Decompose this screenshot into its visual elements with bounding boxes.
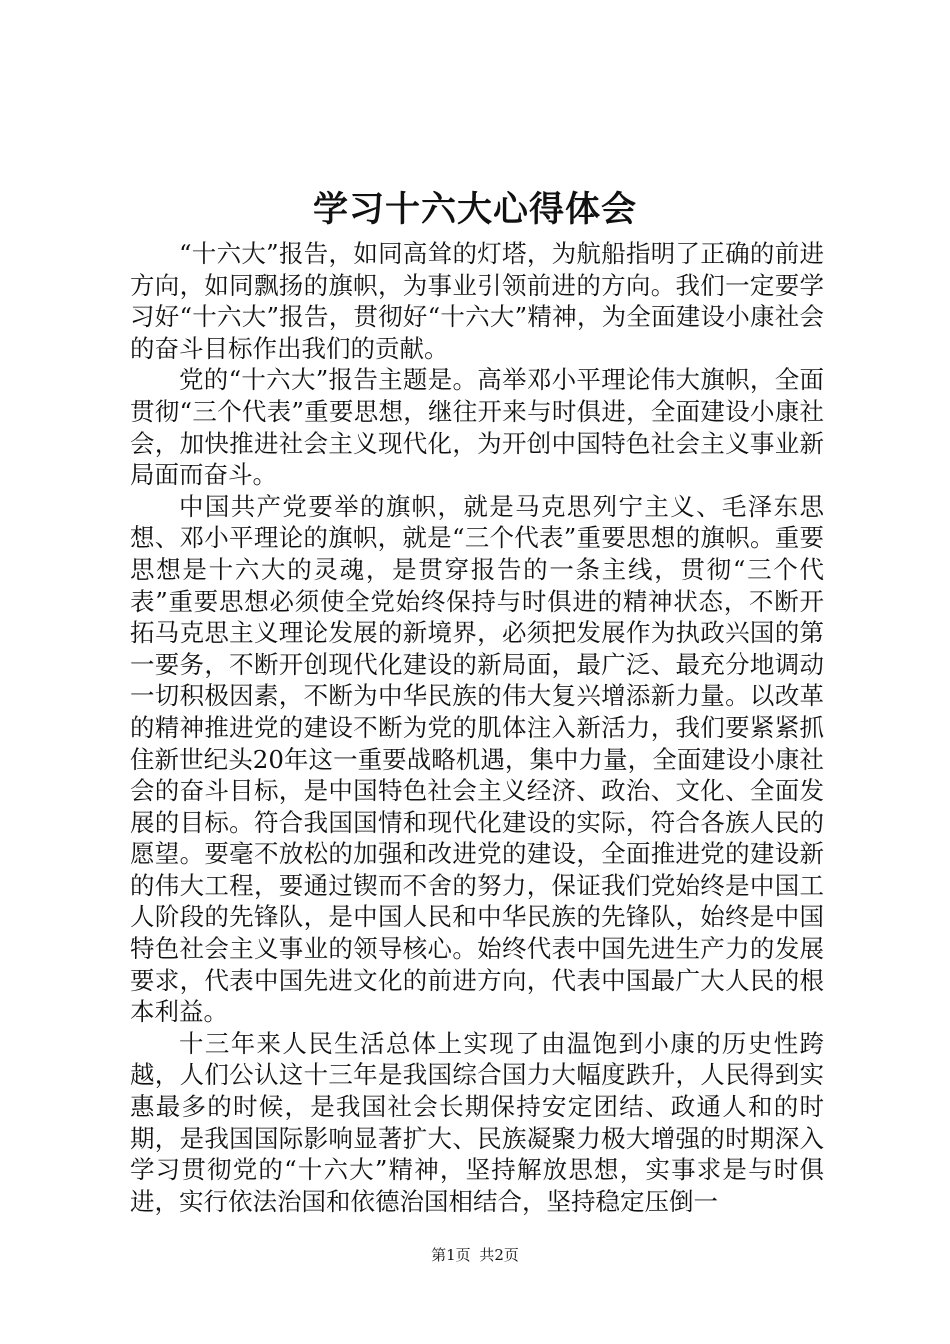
page-number: 第1页 [431,1246,471,1264]
page-footer [0,1245,950,1265]
paragraph: 十三年来人民生活总体上实现了由温饱到小康的历史性跨越，人们公认这十三年是我国综合国力大幅度跌升，人民得到实惠最多的时候，是我国社会长期保持安定团结、政通人和的时期，是我国国际影响显著扩大、民族凝聚力极大增强的时期深入学习贯彻党的“十六大”精神，坚持解放思想，实事求是与时俱进，实行依法治国和依德治国相结合，坚持稳定压倒一 [130,1028,824,1216]
document-body [130,238,824,1217]
page-total: 共2页 [479,1246,519,1264]
paragraph: “十六大”报告，如同高耸的灯塔，为航船指明了正确的前进方向，如同飘扬的旗帜，为事业引领前进的方向。我们一定要学习好“十六大”报告，贯彻好“十六大”精神，为全面建设小康社会的奋斗目标作出我们的贡献。 [130,239,824,363]
page-title: 学习十六大心得体会 [312,189,637,230]
paragraph: 中国共产党要举的旗帜，就是马克思列宁主义、毛泽东思想、邓小平理论的旗帜，就是“三个代表”重要思想的旗帜。重要思想是十六大的灵魂，是贯穿报告的一条主线，贯彻“三个代表”重要思想必须使全党始终保持与时俱进的精神状态，不断开拓马克思主义理论发展的新境界，必须把发展作为执政兴国的第一要务，不断开创现代化建设的新局面，最广泛、最充分地调动一切积极因素，不断为中华民族的伟大复兴增添新力量。以改革的精神推进党的建设不断为党的肌体注入新活力，我们要紧紧抓住新世纪头20年这一重要战略机遇，集中力量，全面建设小康社会的奋斗目标，是中国特色社会主义经济、政治、文化、全面发展的目标。符合我国国情和现代化建设的实际，符合各族人民的愿望。要毫不放松的加强和改进党的建设，全面推进党的建设新的伟大工程，要通过锲而不舍的努力，保证我们党始终是中国工人阶段的先锋队，是中国人民和中华民族的先锋队，始终是中国特色社会主义事业的领导核心。始终代表中国先进生产力的发展要求，代表中国先进文化的前进方向，代表中国最广大人民的根本利益。 [130,491,824,1027]
paragraph: 党的“十六大”报告主题是。高举邓小平理论伟大旗帜，全面贯彻“三个代表”重要思想，继往开来与时俱进，全面建设小康社会，加快推进社会主义现代化，为开创中国特色社会主义事业新局面而奋斗。 [130,365,824,490]
